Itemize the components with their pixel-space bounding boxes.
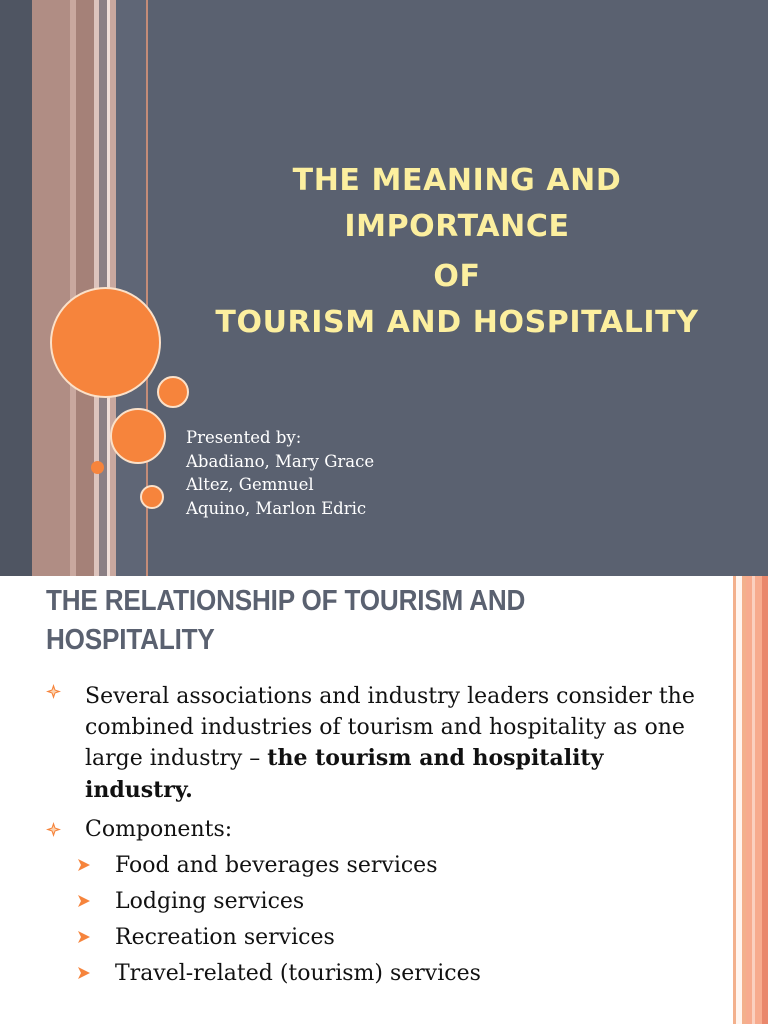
bullet-item: [46, 682, 696, 806]
arrow-bullet-icon: [77, 930, 91, 944]
sub-bullet-item: [46, 848, 696, 884]
medium-orange-circle: [110, 408, 166, 464]
content-slide: [0, 576, 768, 1024]
presenters-list: [186, 426, 374, 520]
title-line: OF: [433, 259, 481, 294]
bullet-text: Several associations and industry leaders consider the combined industries of tourism and hospitality as one large industry –: [85, 684, 695, 771]
arrow-bullet-icon: [77, 858, 91, 872]
heading-line: HOSPITALITY: [46, 624, 215, 656]
sub-bullet-item: [46, 884, 696, 920]
small-orange-circle: [157, 376, 189, 408]
stripe-dark: [0, 0, 32, 576]
sub-bullet-item: [46, 956, 696, 992]
presenter-name: Altez, Gemnuel: [186, 475, 314, 494]
sub-bullet-item: [46, 920, 696, 956]
bullet-bold-text: the tourism and hospitality industry.: [85, 745, 604, 803]
sub-bullet-text: Lodging services: [115, 889, 305, 914]
sub-bullet-text: Travel-related (tourism) services: [115, 961, 481, 986]
presentation-title: [178, 158, 736, 346]
bullet-item: [46, 812, 696, 992]
arrow-bullet-icon: [77, 894, 91, 908]
bullet-paragraph: [46, 682, 696, 806]
mini-orange-circle: [140, 485, 164, 509]
diamond-bullet-icon: [46, 822, 61, 837]
title-line: IMPORTANCE: [344, 209, 570, 244]
stripe-light: [752, 576, 755, 1024]
tiny-orange-circle: [91, 461, 104, 474]
heading-line: THE RELATIONSHIP OF TOURISM AND: [46, 585, 526, 617]
sub-bullet-text: Recreation services: [115, 925, 335, 950]
title-line: THE MEANING AND: [292, 163, 622, 198]
presenter-name: Abadiano, Mary Grace: [186, 451, 375, 471]
presenters-heading: Presented by:: [186, 428, 302, 447]
bullet-paragraph: [46, 812, 696, 848]
presenter-name: Aquino, Marlon Edric: [186, 498, 367, 518]
large-orange-circle: [50, 287, 161, 398]
diamond-bullet-icon: [46, 684, 61, 699]
title-line: TOURISM AND HOSPITALITY: [215, 305, 699, 340]
bullet-text: Components:: [85, 817, 233, 842]
stripe-coral: [762, 576, 768, 1024]
sub-bullet-text: Food and beverages services: [115, 853, 438, 878]
stripe-mauve: [32, 0, 70, 576]
arrow-bullet-icon: [77, 966, 91, 980]
slide-heading: [46, 582, 622, 660]
